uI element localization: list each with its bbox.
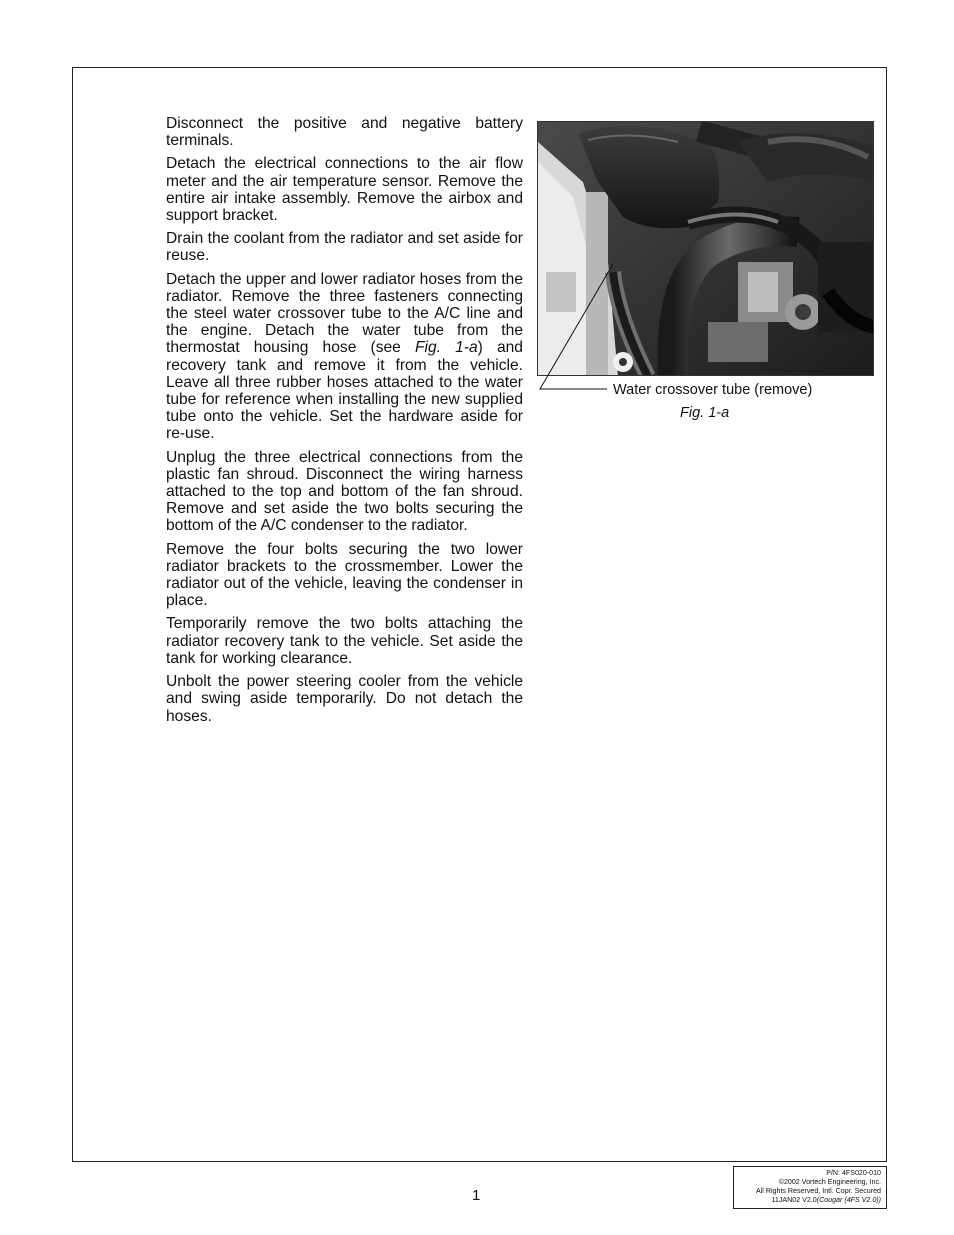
instruction-step: Unplug the three electrical connections from the plastic fan shroud. Disconnect the wiring harness attached to the top and bottom of the fan shroud. Remove and set aside the two bolts securing the bottom of the A/C condenser to the radiator.: [166, 448, 523, 535]
instruction-text: Detach the upper and lower radiator hoses from the radiator. Remove the three fasteners connecting the steel water crossover tube to the A/C line and the engine. Detach the water tube from the thermostat housing hose (see: [166, 270, 523, 357]
figure-callout: Water crossover tube (remove): [613, 382, 813, 398]
instruction-step: [166, 271, 523, 443]
instruction-step: Disconnect the positive and negative battery terminals.: [166, 115, 523, 150]
rights-line: All Rights Reserved, Intl. Copr. Secured: [756, 1186, 881, 1195]
instruction-step: Remove the four bolts securing the two lower radiator brackets to the crossmember. Lower the radiator out of the vehicle, leaving the condenser in place.: [166, 540, 523, 610]
instruction-step: Drain the coolant from the radiator and set aside for reuse.: [166, 230, 523, 265]
page-number: 1: [472, 1187, 481, 1204]
instruction-step: Detach the electrical connections to the air flow meter and the air temperature sensor. Remove the entire air intake assembly. Remove the airbox and support bracket.: [166, 155, 523, 225]
copyright-line: ©2002 Vortech Engineering, Inc.: [778, 1177, 881, 1186]
legal-notice-box: [733, 1166, 887, 1209]
part-number: P/N: 4FS020-010: [826, 1169, 881, 1177]
version: 11JAN02 V2.0: [771, 1195, 817, 1204]
version-line: [737, 1196, 881, 1205]
figure-reference: Fig. 1-a: [414, 339, 478, 357]
instruction-step: Temporarily remove the two bolts attaching the radiator recovery tank to the vehicle. Set aside the tank for working clearance.: [166, 615, 523, 667]
instruction-list: [166, 115, 523, 731]
instruction-text: ) and recovery tank and remove it from the vehicle. Leave all three rubber hoses attached to the water tube for reference when installing the new supplied tube onto the vehicle. Set the hardware aside for re-use.: [166, 339, 523, 443]
instruction-step: Unbolt the power steering cooler from the vehicle and swing aside temporarily. Do not detach the hoses.: [166, 673, 523, 725]
engine-bay-photo: [537, 121, 874, 376]
model: (Cougar (4FS V2.0)): [816, 1195, 881, 1204]
figure-caption: Fig. 1-a: [680, 405, 730, 421]
